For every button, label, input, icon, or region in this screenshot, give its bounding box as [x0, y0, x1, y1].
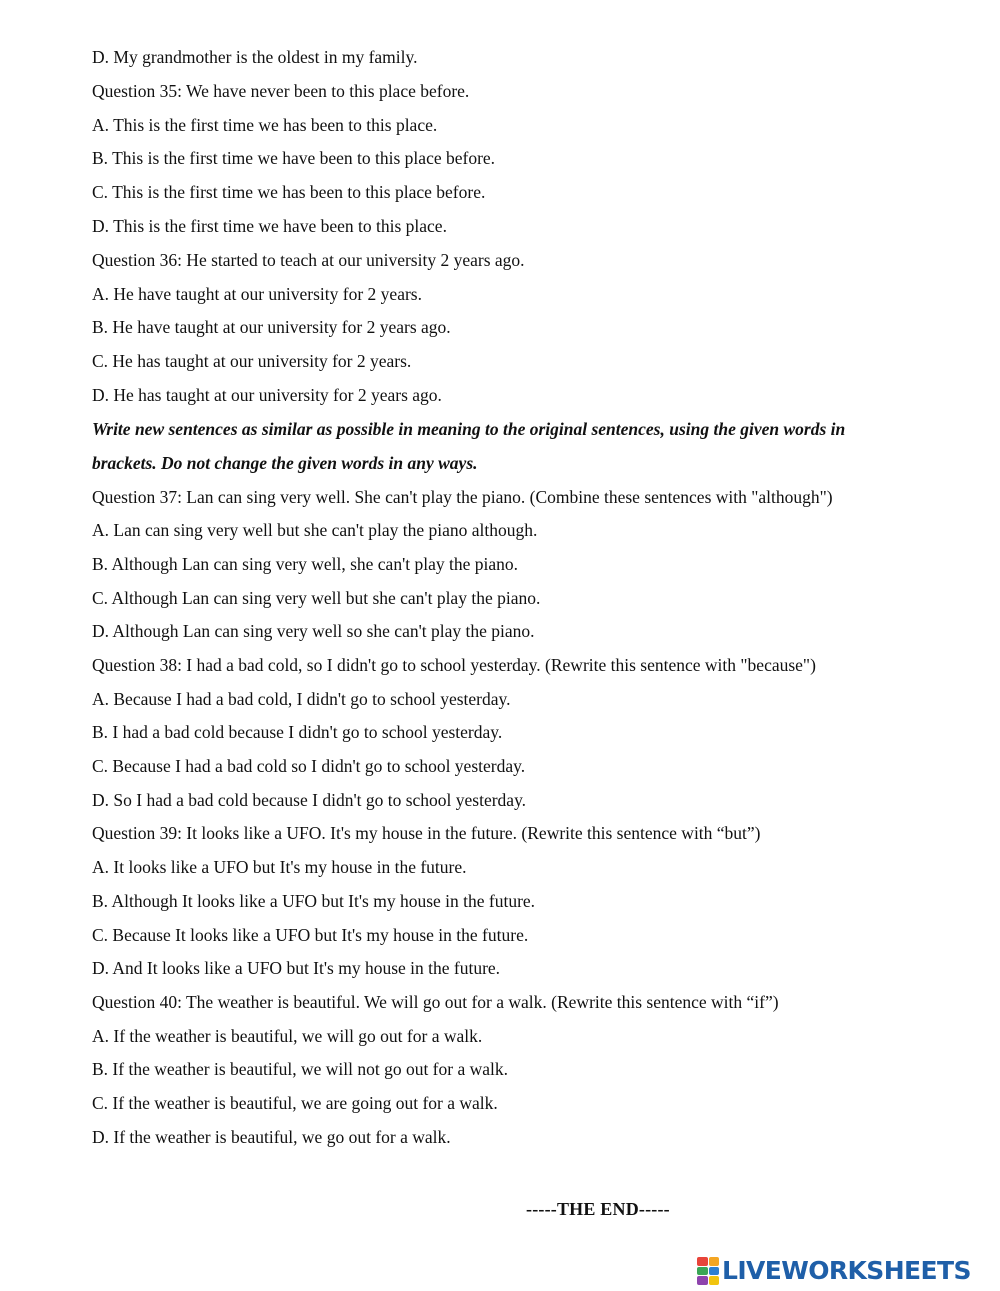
- question-37: Question 37: Lan can sing very well. She can't play the piano. (Combine these sentences with "although"): [92, 487, 833, 507]
- option-34d: D. My grandmother is the oldest in my family.: [92, 47, 418, 67]
- the-end-label: -----THE END-----: [526, 1199, 670, 1219]
- liveworksheets-logo-icon: [697, 1257, 719, 1285]
- option-36c[interactable]: C. He has taught at our university for 2 years.: [92, 351, 412, 371]
- option-38d[interactable]: D. So I had a bad cold because I didn't go to school yesterday.: [92, 790, 527, 810]
- brand-name: LIVEWORKSHEETS: [722, 1256, 971, 1285]
- question-39: Question 39: It looks like a UFO. It's my house in the future. (Rewrite this sentence with “but”): [92, 823, 761, 843]
- option-37c[interactable]: C. Although Lan can sing very well but she can't play the piano.: [92, 588, 541, 608]
- instruction-line-1: Write new sentences as similar as possible in meaning to the original sentences, using the given words in: [92, 419, 846, 439]
- option-40b[interactable]: B. If the weather is beautiful, we will not go out for a walk.: [92, 1059, 509, 1079]
- option-39b[interactable]: B. Although It looks like a UFO but It's my house in the future.: [92, 891, 536, 911]
- option-38b[interactable]: B. I had a bad cold because I didn't go to school yesterday.: [92, 722, 503, 742]
- option-39a[interactable]: A. It looks like a UFO but It's my house in the future.: [92, 857, 467, 877]
- option-40d[interactable]: D. If the weather is beautiful, we go out for a walk.: [92, 1127, 451, 1147]
- option-40a[interactable]: A. If the weather is beautiful, we will go out for a walk.: [92, 1026, 483, 1046]
- option-35a[interactable]: A. This is the first time we has been to this place.: [92, 115, 438, 135]
- option-38a[interactable]: A. Because I had a bad cold, I didn't go to school yesterday.: [92, 689, 511, 709]
- option-39d[interactable]: D. And It looks like a UFO but It's my house in the future.: [92, 958, 501, 978]
- option-36b[interactable]: B. He have taught at our university for 2 years ago.: [92, 317, 451, 337]
- question-36: Question 36: He started to teach at our university 2 years ago.: [92, 250, 525, 270]
- option-35b[interactable]: B. This is the first time we have been to this place before.: [92, 148, 496, 168]
- option-36a[interactable]: A. He have taught at our university for 2 years.: [92, 284, 422, 304]
- option-35d[interactable]: D. This is the first time we have been to this place.: [92, 216, 447, 236]
- question-35: Question 35: We have never been to this place before.: [92, 81, 470, 101]
- liveworksheets-brand: [697, 1255, 992, 1287]
- option-38c[interactable]: C. Because I had a bad cold so I didn't go to school yesterday.: [92, 756, 526, 776]
- option-37b[interactable]: B. Although Lan can sing very well, she can't play the piano.: [92, 554, 518, 574]
- option-39c[interactable]: C. Because It looks like a UFO but It's my house in the future.: [92, 925, 529, 945]
- option-37a[interactable]: A. Lan can sing very well but she can't play the piano although.: [92, 520, 538, 540]
- option-40c[interactable]: C. If the weather is beautiful, we are going out for a walk.: [92, 1093, 498, 1113]
- instruction-line-2: brackets. Do not change the given words in any ways.: [92, 453, 478, 473]
- question-40: Question 40: The weather is beautiful. We will go out for a walk. (Rewrite this sentence with “if”): [92, 992, 779, 1012]
- option-35c[interactable]: C. This is the first time we has been to this place before.: [92, 182, 486, 202]
- question-38: Question 38: I had a bad cold, so I didn't go to school yesterday. (Rewrite this sentence with "because"): [92, 655, 816, 675]
- option-37d[interactable]: D. Although Lan can sing very well so she can't play the piano.: [92, 621, 535, 641]
- option-36d[interactable]: D. He has taught at our university for 2 years ago.: [92, 385, 442, 405]
